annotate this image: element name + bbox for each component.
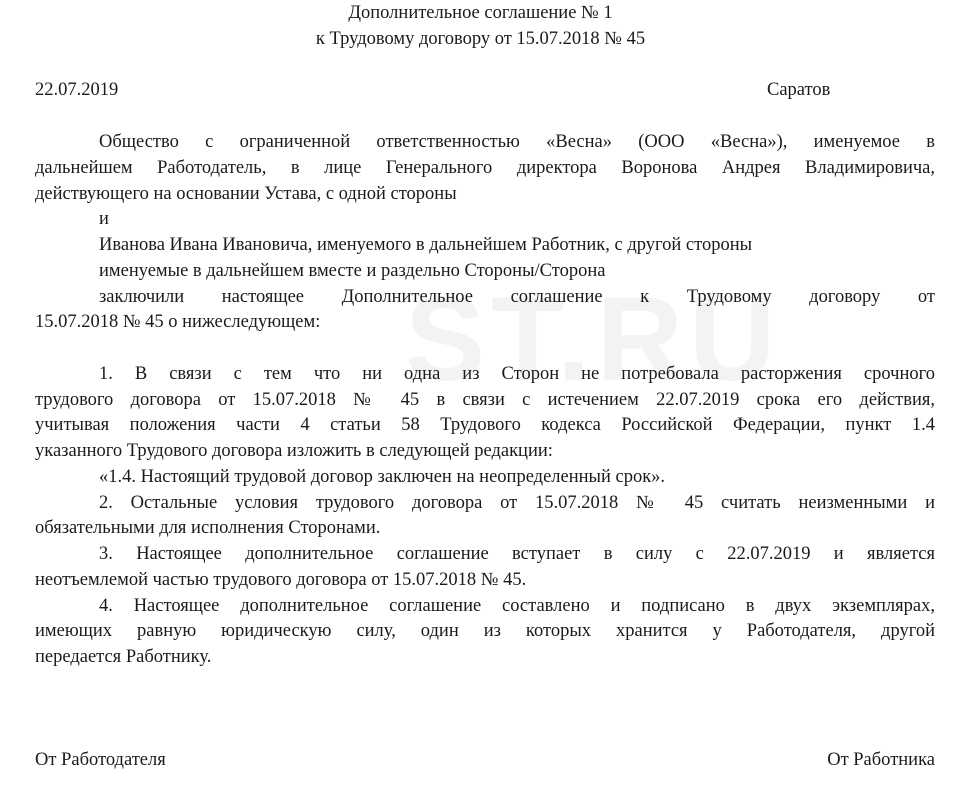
- parties-together-line: именуемые в дальнейшем вместе и раздельно Стороны/Сторона: [99, 261, 606, 281]
- signature-employer: От Работодателя: [35, 750, 166, 770]
- concluded-line-2: 15.07.2018 № 45 о нижеследующем:: [35, 312, 321, 332]
- clause-1-quote: «1.4. Настоящий трудовой договор заключен на неопределенный срок».: [99, 467, 666, 487]
- conjunction-and: и: [99, 209, 109, 229]
- employer-line-3: действующего на основании Устава, с одной стороны: [35, 184, 457, 204]
- employee-line: Иванова Ивана Ивановича, именуемого в дальнейшем Работник, с другой стороны: [99, 235, 753, 255]
- clause-4-line-3: передается Работнику.: [35, 647, 212, 667]
- clause-1-line-2: трудового договора от 15.07.2018 № 45 в связи с истечением 22.07.2019 срока его действия,: [35, 390, 935, 410]
- employer-line-2: дальнейшем Работодатель, в лице Генерального директора Воронова Андрея Владимировича,: [35, 158, 935, 178]
- document-subtitle: к Трудовому договору от 15.07.2018 № 45: [315, 29, 646, 49]
- document-date: 22.07.2019: [35, 80, 119, 100]
- document-city: Саратов: [767, 80, 831, 100]
- clause-1-line-4: указанного Трудового договора изложить в следующей редакции:: [35, 441, 553, 461]
- concluded-line-1: заключили настоящее Дополнительное соглашение к Трудовому договору от: [99, 287, 935, 307]
- clause-3-line-2: неотъемлемой частью трудового договора от 15.07.2018 № 45.: [35, 570, 527, 590]
- clause-2-line-1: 2. Остальные условия трудового договора от 15.07.2018 № 45 считать неизменными и: [99, 493, 935, 513]
- document-title: Дополнительное соглашение № 1: [348, 3, 613, 23]
- clause-2-line-2: обязательными для исполнения Сторонами.: [35, 518, 381, 538]
- signature-employee: От Работника: [827, 750, 935, 770]
- employer-line-1: Общество с ограниченной ответственностью «Весна» (ООО «Весна»), именуемое в: [99, 132, 935, 152]
- clause-1-line-3: учитывая положения части 4 статьи 58 Трудового кодекса Российской Федерации, пункт 1.4: [35, 415, 935, 435]
- clause-4-line-1: 4. Настоящее дополнительное соглашение составлено и подписано в двух экземплярах,: [99, 596, 935, 616]
- clause-3-line-1: 3. Настоящее дополнительное соглашение вступает в силу с 22.07.2019 и является: [99, 544, 935, 564]
- clause-4-line-2: имеющих равную юридическую силу, один из которых хранится у Работодателя, другой: [35, 621, 935, 641]
- clause-1-line-1: 1. В связи с тем что ни одна из Сторон не потребовала расторжения срочного: [99, 364, 935, 384]
